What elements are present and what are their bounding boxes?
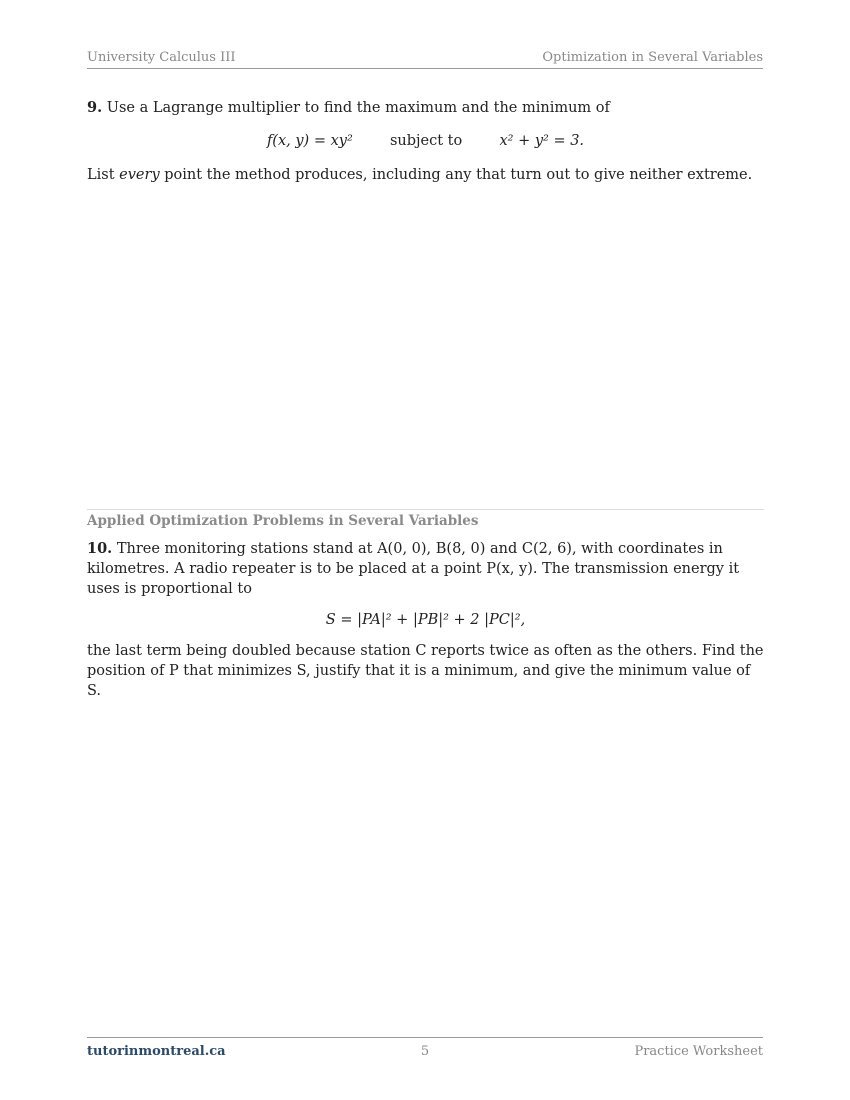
problem-10-text-1: Three monitoring stations stand at A(0, 0), B(8, 0) and C(2, 6), with coordinates in kilometres. A radio repeater is to be placed at a point P(x, y). The transmission energy it uses is proportional to bbox=[87, 541, 740, 597]
problem-9-instructions bbox=[87, 165, 764, 185]
constraint-equation: x² + y² = 3. bbox=[499, 133, 585, 149]
instructions-post: point the method produces, including any that turn out to give neither extreme. bbox=[159, 167, 753, 183]
footer-label: Practice Worksheet bbox=[634, 1044, 763, 1059]
subject-to: subject to bbox=[389, 133, 463, 149]
problem-9-display bbox=[87, 131, 764, 151]
instructions-emphasis: every bbox=[119, 167, 160, 183]
footer-site: tutorinmontreal.ca bbox=[87, 1044, 226, 1059]
page-header bbox=[87, 50, 763, 69]
instructions-pre: List bbox=[87, 167, 120, 183]
problem-9 bbox=[87, 98, 764, 185]
problem-10-number: 10. bbox=[87, 540, 113, 557]
page-number: 5 bbox=[420, 1044, 430, 1059]
problem-9-intro-text: Use a Lagrange multiplier to find the maximum and the minimum of bbox=[106, 100, 610, 116]
objective-function: f(x, y) = xy² bbox=[266, 133, 353, 149]
section-divider bbox=[87, 509, 764, 510]
problem-10-setup bbox=[87, 539, 764, 599]
section-title: Applied Optimization Problems in Several Variables bbox=[87, 513, 479, 529]
header-course: University Calculus III bbox=[87, 50, 236, 65]
energy-formula: S = |PA|² + |PB|² + 2 |PC|², bbox=[325, 612, 526, 628]
page-footer bbox=[87, 1037, 763, 1059]
header-topic: Optimization in Several Variables bbox=[542, 50, 763, 65]
problem-9-intro bbox=[87, 98, 764, 118]
problem-10 bbox=[87, 539, 764, 701]
problem-10-text-2: the last term being doubled because station C reports twice as often as the others. Find the position of P that minimizes S, justify that it is a minimum, and give the minimum value of S. bbox=[87, 643, 764, 699]
problem-9-number: 9. bbox=[87, 99, 103, 116]
